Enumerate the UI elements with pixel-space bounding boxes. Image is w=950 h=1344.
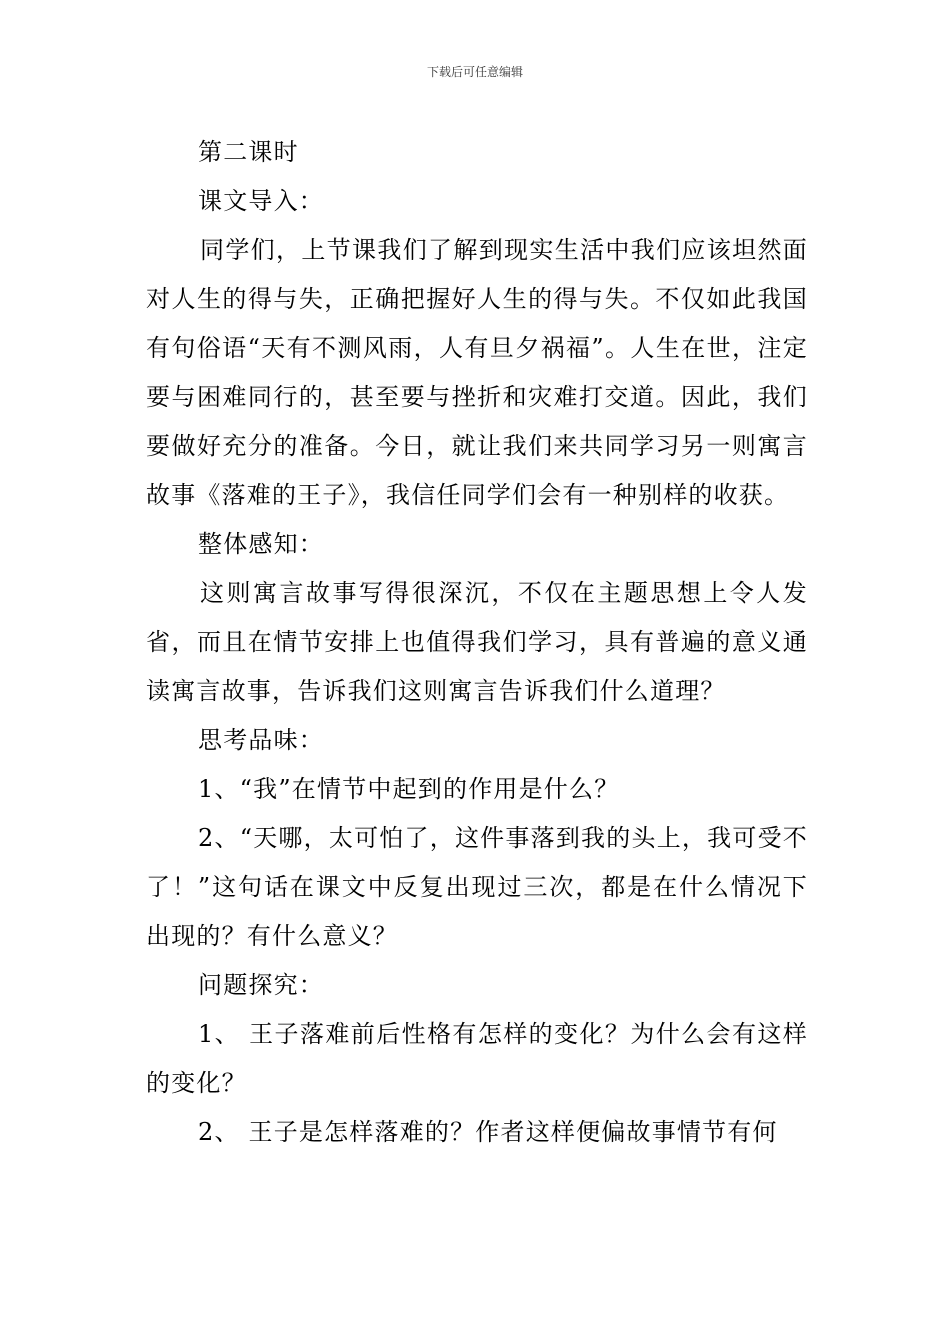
section-heading-reflection: 思考品味： bbox=[198, 726, 324, 754]
section-heading-inquiry: 问题探究： bbox=[198, 971, 324, 999]
document-body bbox=[146, 128, 808, 1157]
page-header: 下载后可任意编辑 bbox=[426, 65, 523, 79]
inquiry-question-1: 1、 王子落难前后性格有怎样的变化？为什么会有这样的变化？ bbox=[146, 1020, 808, 1097]
lesson-title: 第二课时 bbox=[198, 138, 299, 166]
overview-paragraph: 这则寓言故事写得很深沉，不仅在主题思想上令人发省，而且在情节安排上也值得我们学习，具有普遍的意义通读寓言故事，告诉我们这则寓言告诉我们什么道理？ bbox=[146, 579, 808, 705]
reflection-question-1: 1、“我”在情节中起到的作用是什么？ bbox=[198, 775, 620, 803]
inquiry-question-2: 2、 王子是怎样落难的？作者这样便偏故事情节有何 bbox=[198, 1118, 778, 1146]
intro-paragraph: 同学们，上节课我们了解到现实生活中我们应该坦然面对人生的得与失，正确把握好人生的得与失。不仅如此我国有句俗语“天有不测风雨，人有旦夕祸福”。人生在世，注定要与困难同行的，甚至要与挫折和灾难打交道。因此，我们要做好充分的准备。今日，就让我们来共同学习另一则寓言故事《落难的王子》，我信任同学们会有一种别样的收获。 bbox=[146, 236, 808, 509]
section-heading-overview: 整体感知： bbox=[198, 530, 324, 558]
reflection-question-2: 2、“天哪，太可怕了，这件事落到我的头上，我可受不了！”这句话在课文中反复出现过三次，都是在什么情况下出现的？有什么意义？ bbox=[146, 824, 808, 950]
section-heading-intro: 课文导入： bbox=[198, 187, 324, 215]
